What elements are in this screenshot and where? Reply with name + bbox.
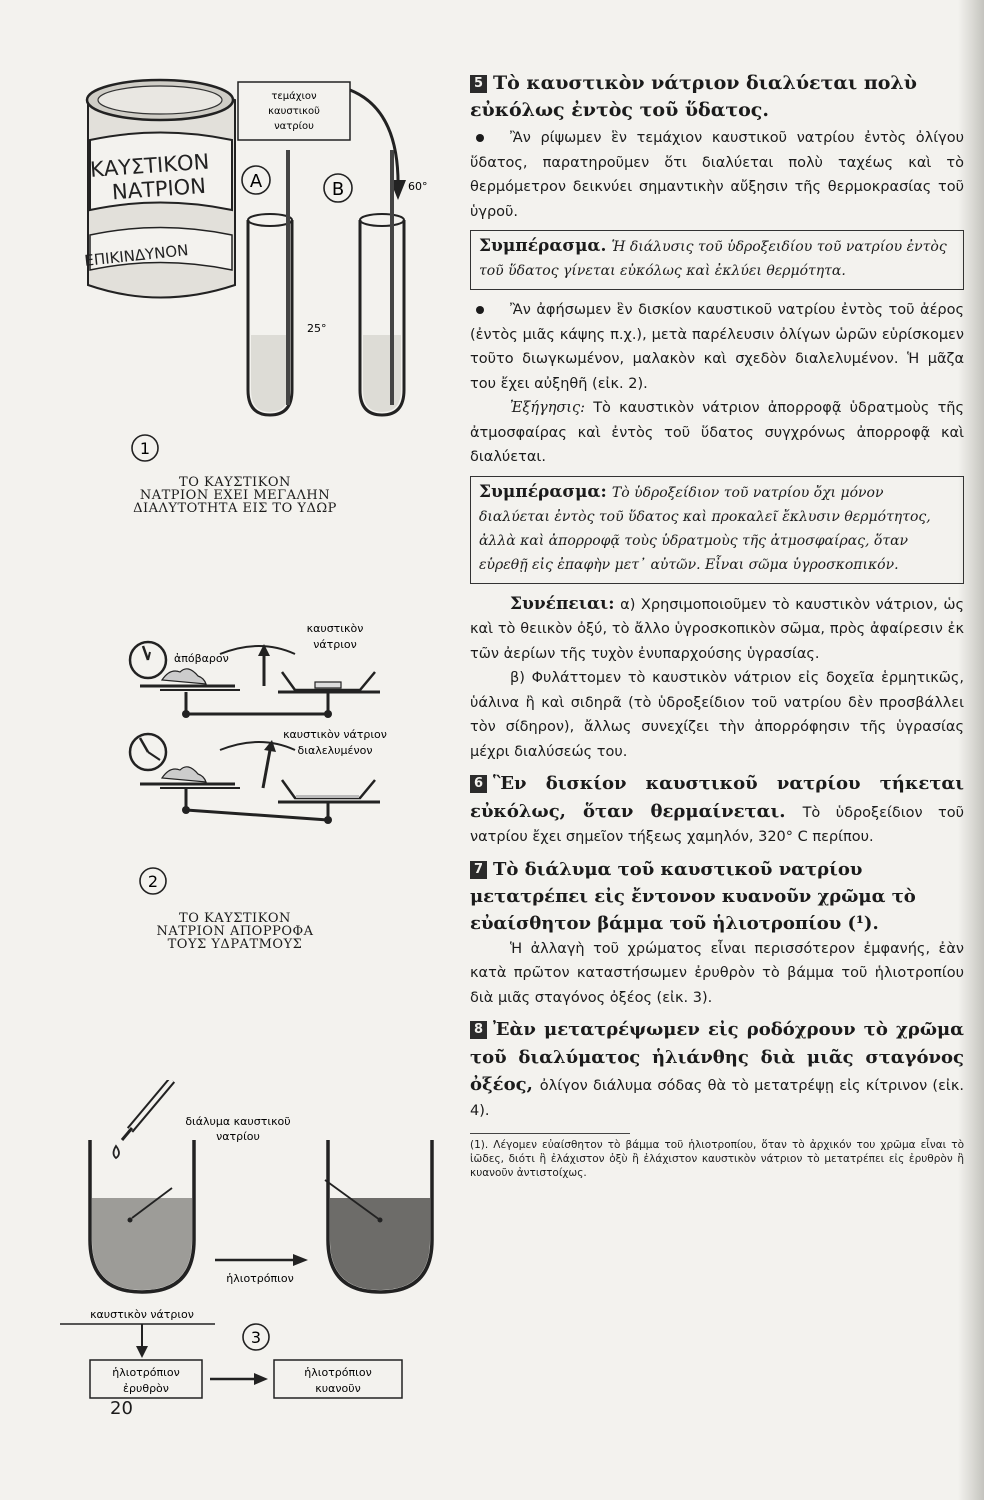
piece-label-line3: νατρίου [274, 121, 314, 132]
section-6-number: 6 [470, 775, 487, 793]
explanation-text: Τὸ καυστικὸν νάτριον ἀπορροφᾷ ὑδρατμοὺς τῆς ἀτμοσφαίρας καὶ ἐντὸς τοῦ ὕδατος συγχρόνως ἀπορροφᾷ καὶ διαλύεται. [470, 400, 964, 465]
section-8-title: Ἐὰν μετατρέψωμεν εἰς ροδόχρουν τὸ χρῶμα τοῦ διαλύματος ἡλιάνθης διὰ μιᾶς σταγόνος ὀξέος, [470, 1019, 964, 1095]
conclusion-1-title: Συμπέρασμα. [479, 236, 607, 256]
bullet-dot-icon [476, 134, 484, 142]
blue-litmus-line1: ἡλιοτρόπιον [304, 1366, 372, 1379]
footnote-rule [470, 1133, 630, 1134]
footnote: (1). Λέγομεν εὐαίσθητον τὸ βάμμα τοῦ ἡλιοτροπίου, ὅταν τὸ ἀρχικόν του χρῶμα εἶναι τὸ ἰῶδες, διότι ἢ ἐλάχιστον ὀξὺ ἢ ἐλάχιστον καυστικὸν νάτριον τὸ μετατρέπει εἰς ἐρυθρὸν ἢ κυανοῦν ἀντιστοίχως. [470, 1139, 964, 1179]
section-5-heading [470, 70, 964, 124]
figure-2-caption-line1: ΤΟ ΚΑΥΣΤΙΚΟΝ [179, 911, 291, 926]
piece-label-line1: τεμάχιον [271, 91, 317, 102]
section-7-heading [470, 856, 964, 937]
bottom-label-line2: διαλελυμένον [297, 744, 373, 757]
dropper-label-line1: διάλυμα καυστικοῦ [185, 1115, 291, 1128]
figure-1-dissolution-diagram [60, 70, 460, 470]
dropper-label-line2: νατρίου [216, 1130, 260, 1143]
explanation-paragraph [470, 396, 964, 470]
beaker-right [325, 1140, 432, 1292]
piece-label-line2: καυστικοῦ [268, 106, 320, 117]
bullet-1-text: Ἂν ρίψωμεν ἓν τεμάχιον καυστικοῦ νατρίου ἐντὸς ὀλίγου ὕδατος, παρατηροῦμεν ὅτι διαλύεται πολὺ ταχέως καὶ τὸ θερμόμετρον δεικνύει σημαντικὴν αὔξησιν τῆς θερμοκρασίας τοῦ ὑγροῦ. [470, 130, 964, 220]
section-7-text: Ἡ ἀλλαγὴ τοῦ χρώματος εἶναι περισσότερον ἐμφανής, ἐὰν κατὰ πρῶτον καταστήσωμεν ἐρυθρὸν τὸ βάμμα τοῦ ἡλιοτροπίου διὰ μιᾶς σταγόνος ὀξέος (εἰκ. 3). [470, 940, 964, 1006]
figure-1-number: 1 [139, 439, 151, 458]
top-label-line2: νάτριον [313, 638, 357, 651]
section-5-number: 5 [470, 75, 487, 93]
top-label-line1: καυστικὸν [306, 622, 364, 635]
conclusion-box-2 [470, 476, 964, 584]
red-litmus-line2: ἐρυθρὸν [123, 1382, 169, 1395]
section-8-number: 8 [470, 1021, 487, 1039]
explanation-label: Ἐξήγησις: [510, 400, 585, 416]
figure-1-caption-line1: ΤΟ ΚΑΥΣΤΙΚΟΝ [179, 475, 291, 490]
can-label-line2: ΝΑΤΡΙΟΝ [111, 173, 207, 205]
figure-2-caption [110, 912, 360, 951]
section-7-title: Τὸ διάλυμα τοῦ καυστικοῦ νατρίου μετατρέπει εἰς ἔντονον κυανοῦν χρῶμα τὸ εὐαίσθητον βάμμα τοῦ ἡλιοτροπίου (¹). [470, 858, 916, 934]
figure-1-caption-line3: ΔΙΑΛΥΤΟΤΗΤΑ ΕΙΣ ΤΟ ΥΔΩΡ [133, 501, 337, 516]
red-litmus-line1: ἡλιοτρόπιον [112, 1366, 180, 1379]
section-6-title: Ἓν δισκίον καυστικοῦ νατρίου τήκεται εὐκόλως, ὅταν θερμαίνεται. [470, 773, 964, 822]
caustic-soda-can [84, 80, 235, 298]
consequences-a [470, 592, 964, 667]
figure-3-litmus-diagram [60, 1080, 460, 1400]
section-6-paragraph [470, 770, 964, 850]
figure-2-number: 2 [147, 872, 159, 891]
weight-label: ἀπόβαρον [174, 652, 229, 665]
section-8-text: ὀλίγον διάλυμα σόδας θὰ τὸ μετατρέψῃ εἰς κίτρινον (εἰκ. 4). [470, 1078, 964, 1119]
figure-2-caption-line3: ΤΟΥΣ ΥΔΡΑΤΜΟΥΣ [167, 937, 303, 952]
tube-a-letter: A [249, 171, 263, 192]
can-label-line3: ΕΠΙΚΙΝΔΥΝΟΝ [83, 241, 190, 270]
blue-litmus-line2: κυανοῦν [315, 1382, 361, 1395]
bullet-dot-icon [476, 306, 484, 314]
consequences-b: β) Φυλάττομεν τὸ καυστικὸν νάτριον εἰς δοχεῖα ἑρμητικῶς, ὑάλινα ἢ καὶ σιδηρᾶ (τὸ ὑδροξείδιον τοῦ νατρίου δὲν προσβάλλει τὸν σίδηρον), ἄλλως συνεχίζει τὴν ἀπορρόφησιν τῆς ὑγρασίας μέχρι διαλύσεώς του. [470, 670, 964, 760]
middle-label: ἡλιοτρόπιον [226, 1272, 294, 1285]
text-column [470, 70, 964, 1180]
section-5-title: Τὸ καυστικὸν νάτριον διαλύεται πολὺ εὐκόλως ἐντὸς τοῦ ὕδατος. [470, 72, 917, 121]
consequences-a-text: α) Χρησιμοποιοῦμεν τὸ καυστικὸν νάτριον, ὡς καὶ τὸ θειικὸν ὀξύ, τὸ ἄλλο ὑγροσκοπικὸν σῶμα, πρὸς ἀφαίρεσιν ἐκ τῶν ἀερίων τῆς τυχὸν ἐνυπαρχούσης ὑγρασίας. [470, 596, 964, 662]
temperature-b: 60° [408, 180, 428, 193]
bottom-label-line1: καυστικὸν νάτριον [283, 728, 387, 741]
middle-arrow-head [293, 1254, 308, 1266]
can-label-line1: ΚΑΥΣΤΙΚΟΝ [89, 149, 210, 182]
section-6-text: Τὸ ὑδροξείδιον τοῦ νατρίου ἔχει σημεῖον τήξεως χαμηλόν, 320° C περίπου. [470, 804, 964, 845]
conclusion-1-text: Ἡ διάλυσις τοῦ ὑδροξειδίου τοῦ νατρίου ἐντὸς τοῦ ὕδατος γίνεται εὐκόλως καὶ ἐκλύει θερμότητα. [479, 239, 947, 279]
figures-column [60, 70, 460, 1450]
page-number: 20 [110, 1398, 133, 1419]
bottom-left-label: καυστικὸν νάτριον [90, 1308, 194, 1321]
balance-top [130, 642, 380, 718]
figure-1-caption [110, 476, 360, 515]
figure-1-caption-line2: ΝΑΤΡΙΟΝ ΕΧΕΙ ΜΕΓΑΛΗΝ [139, 488, 331, 503]
thermometer-a [286, 150, 290, 405]
temperature-a: 25° [307, 322, 327, 335]
bullet-2-text: Ἂν ἀφήσωμεν ἓν δισκίον καυστικοῦ νατρίου ἐντὸς τοῦ ἀέρος (ἐντὸς μιᾶς κάψης π.χ.), μετὰ παρέλευσιν ὀλίγων ὡρῶν εὑρίσκομεν τοῦτο διωγκωμένον, μαλακὸν καὶ σχεδὸν διαλελυμένον. Ἡ μᾶζα του ἔχει αὐξηθῆ (εἰκ. 2). [470, 302, 964, 392]
figure-3-number: 3 [250, 1328, 262, 1347]
dropper-pipette [114, 1080, 173, 1158]
conclusion-2-text: Τὸ ὑδροξείδιον τοῦ νατρίου ὄχι μόνον διαλύεται ἐντὸς τοῦ ὕδατος καὶ προκαλεῖ ἔκλυσιν θερμότητος, ἀλλὰ καὶ ἀπορροφᾷ τοὺς ὑδρατμοὺς τῆς ἀτμοσφαίρας, ὅταν εὑρεθῇ εἰς ἐπαφὴν μετ᾽ αὐτῶν. Εἶναι σῶμα ὑγροσκοπικόν. [479, 484, 931, 573]
section-8-paragraph [470, 1016, 964, 1123]
conclusion-2-title: Συμπέρασμα: [479, 481, 607, 502]
thermometer-b [390, 150, 394, 405]
figure-2-balance-diagram [60, 610, 460, 900]
section-5-bullet-2 [470, 298, 964, 396]
conclusion-box-1 [470, 230, 964, 290]
figure-2-caption-line2: ΝΑΤΡΙΟΝ ΑΠΟΡΡΟΦΑ [156, 924, 314, 939]
tube-b-letter: B [331, 179, 345, 200]
section-5-bullet-1 [470, 126, 964, 224]
section-7-number: 7 [470, 861, 487, 879]
consequences-label: Συνέπειαι: [510, 593, 615, 614]
beaker-left [90, 1140, 194, 1292]
